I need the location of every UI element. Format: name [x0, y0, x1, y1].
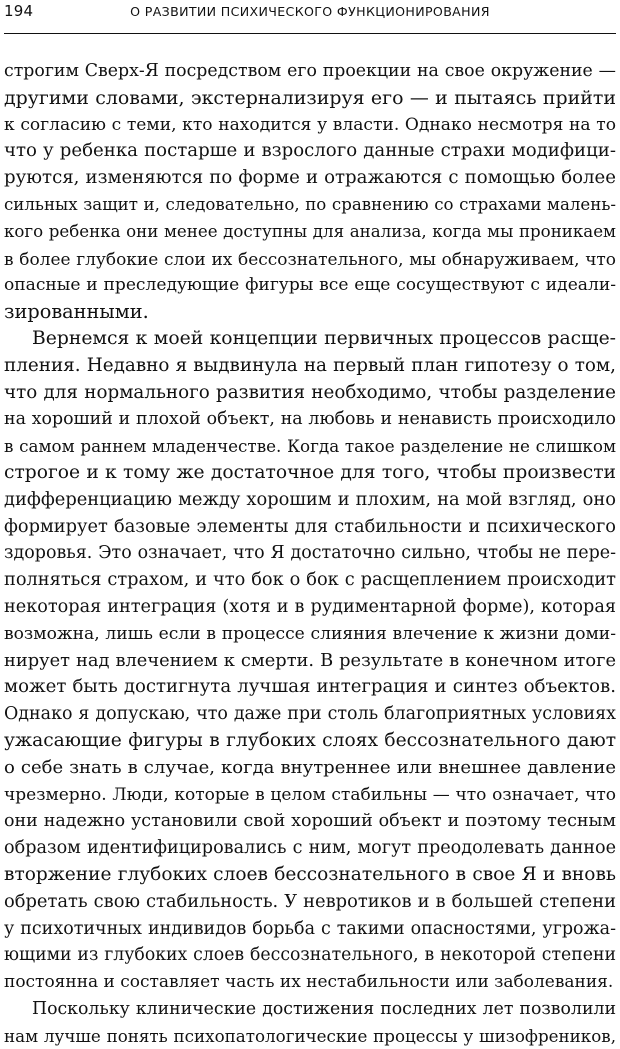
text-line: возможна, лишь если в процессе слияния влечение к жизни доми-	[4, 623, 616, 644]
text-line: зированными.	[4, 300, 149, 324]
text-line: дифференциацию между хорошим и плохим, на мой взгляд, оно	[4, 488, 616, 510]
text-line: ющими из глубоких слоев бессознательного, в некоторой степени	[4, 945, 616, 966]
text-line: нам лучше понять психопатологические процессы у шизофреников,	[4, 1025, 616, 1046]
text-line: Вернемся к моей концепции первичных процессов расще-	[32, 327, 616, 349]
paragraph-3	[4, 996, 616, 1049]
text-line: на хороший и плохой объект, на любовь и ненависть происходило	[4, 409, 616, 430]
text-line: о себе знать в случае, когда внутреннее или внешнее давление	[4, 756, 616, 778]
text-line: строгое и к тому же достаточное для того, чтобы произвести	[4, 461, 616, 483]
text-line: вторжение глубоких слоев бессознательного в свое Я и вновь	[4, 863, 616, 885]
text-line: образом идентифицировались с ним, могут преодолевать данное	[4, 838, 616, 859]
text-line: опасные и преследующие фигуры все еще сосуществуют с идеали-	[4, 275, 616, 296]
text-line: здоровья. Это означает, что Я достаточно сильно, чтобы не пере-	[4, 543, 616, 564]
text-line: сильных защит и, следовательно, по сравнению со страхами малень-	[4, 194, 616, 214]
header-rule	[4, 33, 616, 34]
text-line: в самом раннем младенчестве. Когда такое разделение не слишком	[4, 436, 616, 457]
text-line: может быть достигнута лучшая интеграция и синтез объектов.	[4, 676, 616, 698]
text-line: некоторая интеграция (хотя и в рудиментарной форме), которая	[4, 596, 616, 617]
running-head	[4, 2, 616, 30]
text-line: пления. Недавно я выдвинула на первый план гипотезу о том,	[4, 354, 616, 376]
text-line: обретать свою стабильность. У невротиков и в большей степени	[4, 890, 616, 912]
text-line: они надежно установили свой хороший объект и поэтому тесным	[4, 811, 616, 832]
text-line: у психотичных индивидов борьба с такими опасностями, угрожа-	[4, 918, 616, 939]
text-line: формирует базовые элементы для стабильности и психического	[4, 515, 616, 537]
text-line: другими словами, экстернализируя его — и пытаясь прийти	[4, 86, 616, 109]
text-line: нирует над влечением к смерти. В результате в конечном итоге	[4, 649, 616, 671]
text-line: к согласию с теми, кто находится у власти. Однако несмотря на то	[4, 114, 616, 135]
text-line: в более глубокие слои их бессознательного, мы обнаруживаем, что	[4, 248, 616, 269]
body-text	[4, 58, 616, 1049]
chapter-title: О РАЗВИТИИ ПСИХИЧЕСКОГО ФУНКЦИОНИРОВАНИЯ	[130, 4, 490, 19]
text-line: что для нормального развития необходимо, чтобы разделение	[4, 381, 616, 403]
text-line: постоянна и составляет часть их нестабильности или заболевания.	[4, 972, 614, 993]
text-line: Однако я допускаю, что даже при столь благоприятных условиях	[4, 704, 616, 725]
text-line: чрезмерно. Люди, которые в целом стабильны — что означает, что	[4, 784, 616, 805]
page-number: 194	[4, 2, 34, 20]
text-line: Поскольку клинические достижения последних лет позволили	[32, 998, 616, 1019]
paragraph-2	[4, 326, 616, 996]
paragraph-1	[4, 58, 616, 326]
text-line: полняться страхом, и что бок о бок с расщеплением происходит	[4, 570, 616, 591]
text-line: строгим Сверх-Я посредством его проекции на свое окружение —	[4, 61, 616, 81]
text-line: ужасающие фигуры в глубоких слоях бессознательного дают	[4, 729, 616, 751]
text-line: что у ребенка постарше и взрослого данные страхи модифици-	[4, 140, 616, 162]
text-line: руются, изменяются по форме и отражаются с помощью более	[4, 167, 616, 189]
text-line: кого ребенка они менее доступны для анализа, когда мы проникаем	[4, 221, 616, 241]
